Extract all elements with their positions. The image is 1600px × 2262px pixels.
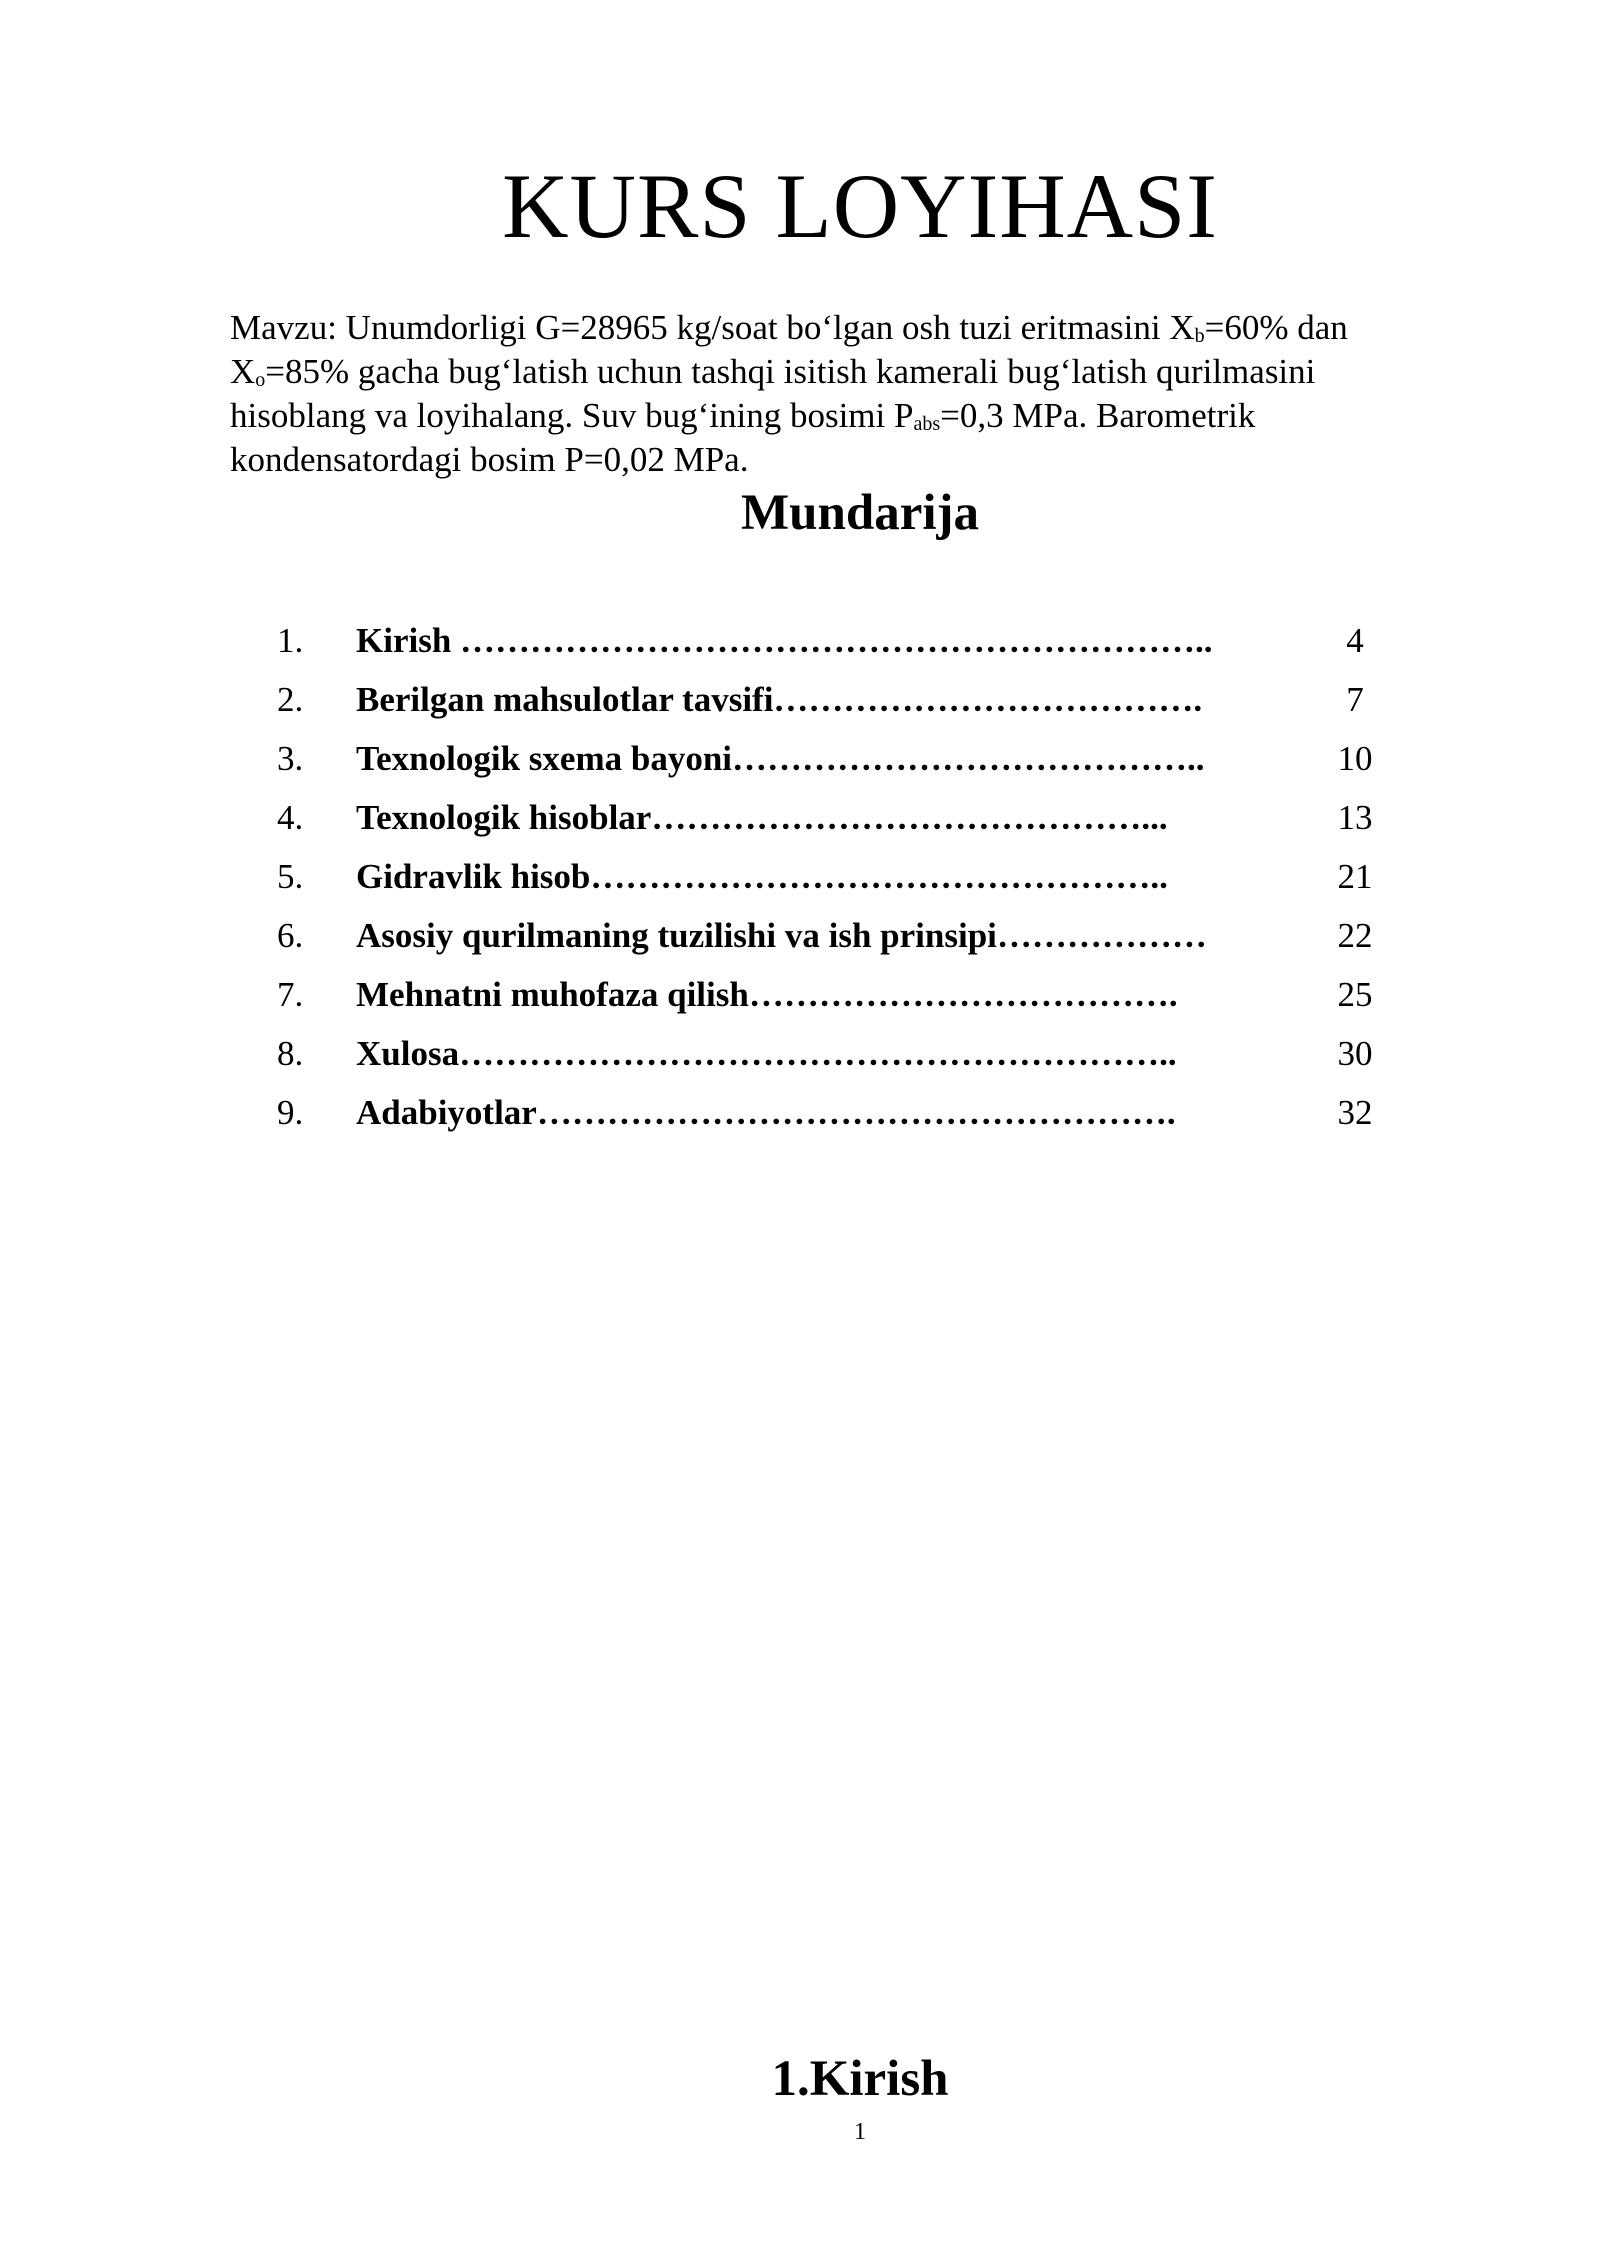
toc-entry-title: Berilgan mahsulotlar tavsifi………………………………. — [356, 680, 1203, 719]
toc-entry-page: 22 — [1337, 916, 1373, 955]
toc-entry-title: Xulosa…………………………………………………….. — [356, 1034, 1177, 1073]
toc-entry-page: 21 — [1337, 857, 1373, 896]
topic-subscript-b: b — [1194, 325, 1205, 347]
topic-subscript-abs: abs — [913, 413, 941, 435]
toc-entry-number: 1. — [277, 621, 304, 660]
toc-entry-number: 7. — [277, 975, 304, 1014]
toc-entry[interactable] — [0, 853, 1600, 912]
toc-entry-page: 32 — [1337, 1093, 1373, 1132]
topic-text-3: =85% gacha bug‘latish uchun tashqi isitish kamerali bug‘latish qurilmasini hisoblang va loyihalang. Suv bug‘ining bosimi P — [230, 352, 1316, 435]
toc-entry-number: 4. — [277, 798, 304, 837]
topic-text-2: =60% dan X — [230, 308, 1348, 391]
table-of-contents — [0, 617, 1600, 1148]
page-number: 1 — [854, 2119, 866, 2145]
toc-entry-page: 30 — [1337, 1034, 1373, 1073]
toc-entry[interactable] — [0, 617, 1600, 676]
toc-entry[interactable] — [0, 735, 1600, 794]
toc-heading: Mundarija — [740, 485, 980, 541]
toc-entry[interactable] — [0, 912, 1600, 971]
topic-text-1: Mavzu: Unumdorligi G=28965 kg/soat bo‘lgan osh tuzi eritmasini X — [230, 308, 1195, 347]
toc-entry-number: 3. — [277, 739, 304, 778]
topic-text-4: =0,3 MPa. Barometrik kondensatordagi bosim P=0,02 MPa. — [230, 396, 1256, 479]
toc-entry-number: 8. — [277, 1034, 304, 1073]
toc-entry-title: Adabiyotlar………………………………………………. — [356, 1093, 1176, 1132]
section-heading: 1.Kirish — [771, 2051, 949, 2107]
toc-entry[interactable] — [0, 794, 1600, 853]
toc-entry-title: Texnologik hisoblar……………………………………... — [356, 798, 1168, 837]
topic-subscript-o: o — [255, 369, 266, 391]
toc-entry-number: 6. — [277, 916, 304, 955]
topic-paragraph — [230, 306, 1460, 482]
toc-entry[interactable] — [0, 1089, 1600, 1148]
toc-entry-page: 13 — [1337, 798, 1373, 837]
toc-entry[interactable] — [0, 676, 1600, 735]
toc-entry-number: 2. — [277, 680, 304, 719]
toc-entry-number: 9. — [277, 1093, 304, 1132]
toc-entry[interactable] — [0, 971, 1600, 1030]
toc-entry-page: 25 — [1337, 975, 1373, 1014]
toc-entry-title: Kirish ……………………………………………………….. — [356, 621, 1213, 660]
toc-entry-title: Texnologik sxema bayoni………………………………….. — [356, 739, 1205, 778]
document-title: KURS LOYIHASI — [502, 155, 1218, 257]
toc-entry-page: 7 — [1346, 680, 1364, 719]
toc-entry-title: Asosiy qurilmaning tuzilishi va ish prinsipi……………… — [356, 916, 1207, 955]
toc-entry[interactable] — [0, 1030, 1600, 1089]
toc-entry-number: 5. — [277, 857, 304, 896]
toc-entry-page: 4 — [1346, 621, 1364, 660]
toc-entry-title: Gidravlik hisob………………………………………….. — [356, 857, 1168, 896]
toc-entry-page: 10 — [1337, 739, 1373, 778]
toc-entry-title: Mehnatni muhofaza qilish………………………………. — [356, 975, 1178, 1014]
